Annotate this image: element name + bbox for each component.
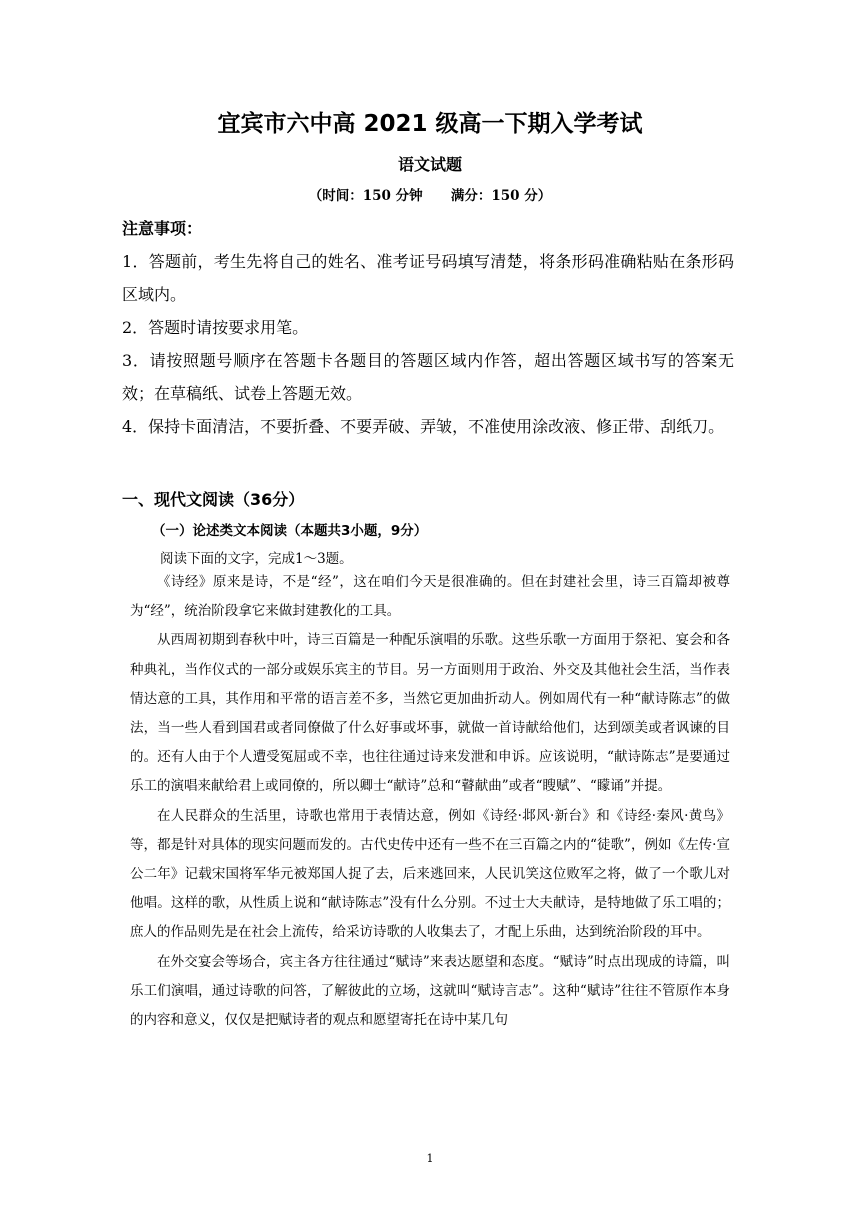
passage-paragraph: 《诗经》原来是诗，不是“经”，这在咱们今天是很准确的。但在封建社会里，诗三百篇却被尊为“经”，统治阶段拿它来做封建教化的工具。 — [130, 574, 730, 620]
notice-item: 1．答题前，考生先将自己的姓名、准考证号码填写清楚，将条形码准确粘贴在条形码区域内。 — [122, 252, 734, 304]
reading-passage — [130, 568, 730, 1035]
exam-title: 宜宾市六中高 2021 级高一下期入学考试 — [217, 111, 643, 137]
exam-time-info: （时间：150 分钟 满分：150 分） — [308, 188, 552, 204]
reading-instruction: 阅读下面的文字，完成1～3题。 — [160, 551, 353, 567]
passage-paragraph: 从西周初期到春秋中叶，诗三百篇是一种配乐演唱的乐歌。这些乐歌一方面用于祭祀、宴会和各种典礼，当作仪式的一部分或娱乐宾主的节目。另一方面则用于政治、外交及其他社会生活，当作表情达意的工具，其作用和平常的语言差不多，当然它更加曲折动人。例如周代有一种“献诗陈志”的做法，当一些人看到国君或者同僚做了什么好事或坏事，就做一首诗献给他们，达到颂美或者讽谏的目的。还有人由于个人遭受冤屈或不幸，也往往通过诗来发泄和申诉。应该说明，“献诗陈志”是要通过乐工的演唱来献给君上或同僚的，所以卿士“献诗”总和“瞽献曲”或者“瞍赋”、“矇诵”并提。 — [130, 632, 730, 795]
page-number: 1 — [426, 1152, 434, 1165]
section-heading: 一、现代文阅读（36分） — [122, 490, 305, 509]
exam-subtitle: 语文试题 — [397, 155, 462, 174]
subsection-heading: （一）论述类文本阅读（本题共3小题，9分） — [152, 523, 428, 539]
notice-item: 4．保持卡面清洁，不要折叠、不要弄破、弄皱，不准使用涂改液、修正带、刮纸刀。 — [122, 417, 725, 436]
notice-item: 2．答题时请按要求用笔。 — [122, 318, 309, 337]
notice-list — [122, 245, 734, 443]
notice-item: 3．请按照题号顺序在答题卡各题目的答题区域内作答，超出答题区域书写的答案无效；在草稿纸、试卷上答题无效。 — [122, 351, 734, 403]
passage-paragraph: 在人民群众的生活里，诗歌也常用于表情达意，例如《诗经·邶风·新台》和《诗经·秦风·黄鸟》等，都是针对具体的现实问题而发的。古代史传中还有一些不在三百篇之内的“徒歌”，例如《左传·宣公二年》记载宋国将军华元被郑国人捉了去，后来逃回来，人民讥笑这位败军之将，做了一个歌儿对他唱。这样的歌，从性质上说和“献诗陈志”没有什么分别。不过士大夫献诗，是特地做了乐工唱的；庶人的作品则先是在社会上流传，给采访诗歌的人收集去了，才配上乐曲，达到统治阶段的耳中。 — [130, 807, 730, 941]
passage-paragraph: 在外交宴会等场合，宾主各方往往通过“赋诗”来表达愿望和态度。“赋诗”时点出现成的诗篇，叫乐工们演唱，通过诗歌的问答，了解彼此的立场，这就叫“赋诗言志”。这种“赋诗”往往不管原作本身的内容和意义，仅仅是把赋诗者的观点和愿望寄托在诗中某几句 — [130, 953, 730, 1029]
notice-heading: 注意事项： — [122, 219, 203, 238]
